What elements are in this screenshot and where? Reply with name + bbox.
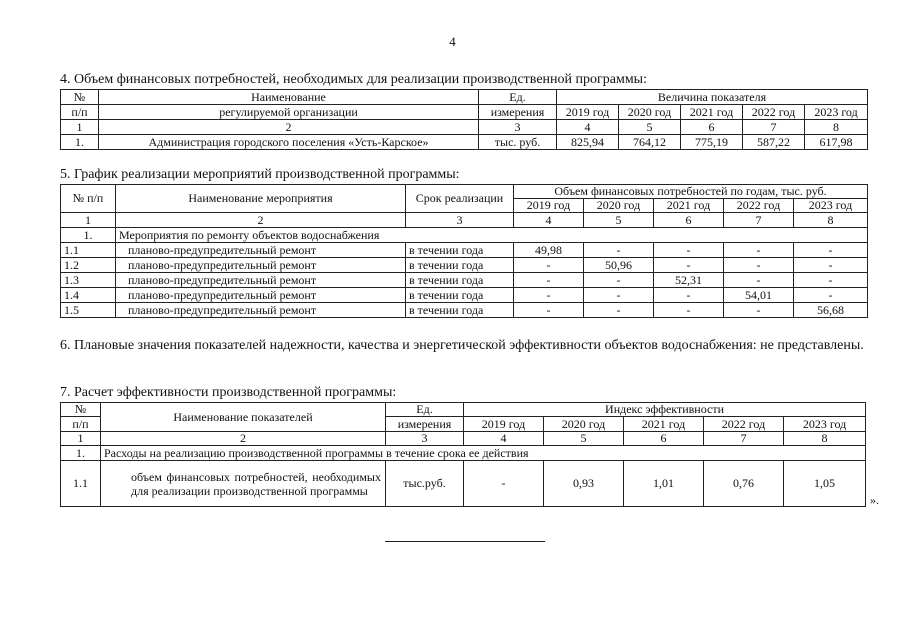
table-row bbox=[61, 273, 868, 288]
year-header: 2020 год bbox=[619, 105, 681, 120]
value-cell: - bbox=[654, 243, 724, 258]
row-num: 1. bbox=[61, 135, 99, 150]
year-header: 2021 год bbox=[681, 105, 743, 120]
header-name: Наименование мероприятия bbox=[116, 185, 406, 213]
row-num: 1.3 bbox=[61, 273, 116, 288]
value-cell: - bbox=[514, 303, 584, 318]
header-num: № bbox=[61, 403, 101, 417]
measure-name: планово-предупредительный ремонт bbox=[116, 303, 406, 318]
index-cell: 4 bbox=[557, 120, 619, 135]
value-cell: 1,01 bbox=[624, 461, 704, 507]
measure-term: в течении года bbox=[406, 243, 514, 258]
value-cell: 50,96 bbox=[584, 258, 654, 273]
year-header: 2022 год bbox=[743, 105, 805, 120]
section-7-heading: 7. Расчет эффективности производственной программы: bbox=[60, 385, 397, 400]
value-cell: - bbox=[514, 258, 584, 273]
row-num: 1.4 bbox=[61, 288, 116, 303]
table-row bbox=[61, 461, 866, 507]
index-cell: 7 bbox=[743, 120, 805, 135]
index-cell: 7 bbox=[724, 213, 794, 228]
org-name: Администрация городского поселения «Усть-Карское» bbox=[99, 135, 479, 150]
year-header: 2019 год bbox=[514, 199, 584, 213]
efficiency-table bbox=[60, 402, 866, 507]
header-value: Величина показателя bbox=[557, 90, 868, 105]
index-cell: 5 bbox=[544, 432, 624, 446]
header-num-2: п/п bbox=[61, 417, 101, 432]
header-num: № bbox=[61, 90, 99, 105]
row-unit: тыс. руб. bbox=[479, 135, 557, 150]
header-volume: Объем финансовых потребностей по годам, тыс. руб. bbox=[514, 185, 868, 199]
year-header: 2023 год bbox=[805, 105, 868, 120]
table-row bbox=[61, 243, 868, 258]
value-cell: - bbox=[514, 273, 584, 288]
indicator-name: объем финансовых потребностей, необходимых для реализации производственной программы bbox=[101, 461, 386, 507]
value-cell: - bbox=[794, 273, 868, 288]
row-num: 1. bbox=[61, 228, 116, 243]
value-cell: - bbox=[654, 303, 724, 318]
index-cell: 8 bbox=[805, 120, 868, 135]
measure-name: планово-предупредительный ремонт bbox=[116, 258, 406, 273]
value-cell: 775,19 bbox=[681, 135, 743, 150]
index-cell: 8 bbox=[784, 432, 866, 446]
value-cell: - bbox=[724, 258, 794, 273]
schedule-table bbox=[60, 184, 868, 318]
header-org-2: регулируемой организации bbox=[99, 105, 479, 120]
index-cell: 4 bbox=[464, 432, 544, 446]
value-cell: - bbox=[584, 303, 654, 318]
header-num: № п/п bbox=[61, 185, 116, 213]
closing-quote-mark: ». bbox=[870, 493, 879, 507]
column-index-row bbox=[61, 120, 868, 135]
value-cell: 56,68 bbox=[794, 303, 868, 318]
value-cell: - bbox=[514, 288, 584, 303]
year-header: 2023 год bbox=[794, 199, 868, 213]
value-cell: - bbox=[584, 273, 654, 288]
index-cell: 2 bbox=[99, 120, 479, 135]
header-unit: Ед. bbox=[479, 90, 557, 105]
index-cell: 5 bbox=[584, 213, 654, 228]
row-num: 1.1 bbox=[61, 461, 101, 507]
value-cell: - bbox=[794, 258, 868, 273]
value-cell: - bbox=[464, 461, 544, 507]
value-cell: - bbox=[724, 303, 794, 318]
value-cell: - bbox=[654, 258, 724, 273]
table-row bbox=[61, 288, 868, 303]
column-index-row bbox=[61, 432, 866, 446]
separator-line bbox=[385, 541, 545, 542]
page-number: 4 bbox=[449, 34, 456, 49]
header-unit: Ед. bbox=[386, 403, 464, 417]
header-num-2: п/п bbox=[61, 105, 99, 120]
group-name: Расходы на реализацию производственной программы в течение срока ее действия bbox=[101, 446, 866, 461]
year-header: 2022 год bbox=[704, 417, 784, 432]
value-cell: 764,12 bbox=[619, 135, 681, 150]
measure-name: планово-предупредительный ремонт bbox=[116, 243, 406, 258]
year-header: 2020 год bbox=[584, 199, 654, 213]
section-5-heading: 5. График реализации мероприятий производственной программы: bbox=[60, 167, 460, 182]
column-index-row bbox=[61, 213, 868, 228]
header-unit-2: измерения bbox=[386, 417, 464, 432]
value-cell: - bbox=[794, 243, 868, 258]
value-cell: - bbox=[584, 243, 654, 258]
measure-name: планово-предупредительный ремонт bbox=[116, 273, 406, 288]
row-num: 1. bbox=[61, 446, 101, 461]
value-cell: 52,31 bbox=[654, 273, 724, 288]
value-cell: - bbox=[724, 273, 794, 288]
value-cell: 0,76 bbox=[704, 461, 784, 507]
value-cell: 54,01 bbox=[724, 288, 794, 303]
value-cell: 587,22 bbox=[743, 135, 805, 150]
measure-term: в течении года bbox=[406, 273, 514, 288]
index-cell: 4 bbox=[514, 213, 584, 228]
index-cell: 3 bbox=[406, 213, 514, 228]
index-cell: 3 bbox=[386, 432, 464, 446]
index-cell: 6 bbox=[654, 213, 724, 228]
row-num: 1.1 bbox=[61, 243, 116, 258]
value-cell: 0,93 bbox=[544, 461, 624, 507]
value-cell: 1,05 bbox=[784, 461, 866, 507]
value-cell: 825,94 bbox=[557, 135, 619, 150]
index-cell: 5 bbox=[619, 120, 681, 135]
index-cell: 2 bbox=[116, 213, 406, 228]
year-header: 2021 год bbox=[624, 417, 704, 432]
row-num: 1.2 bbox=[61, 258, 116, 273]
value-cell: - bbox=[724, 243, 794, 258]
index-cell: 6 bbox=[624, 432, 704, 446]
financial-needs-table bbox=[60, 89, 868, 150]
year-header: 2019 год bbox=[464, 417, 544, 432]
value-cell: - bbox=[794, 288, 868, 303]
measure-name: планово-предупредительный ремонт bbox=[116, 288, 406, 303]
table-row bbox=[61, 258, 868, 273]
year-header: 2022 год bbox=[724, 199, 794, 213]
value-cell: - bbox=[584, 288, 654, 303]
header-unit-2: измерения bbox=[479, 105, 557, 120]
year-header: 2023 год bbox=[784, 417, 866, 432]
header-term: Срок реализации bbox=[406, 185, 514, 213]
header-org: Наименование bbox=[99, 90, 479, 105]
header-index: Индекс эффективности bbox=[464, 403, 866, 417]
table-row bbox=[61, 135, 868, 150]
header-name: Наименование показателей bbox=[101, 403, 386, 432]
value-cell: 617,98 bbox=[805, 135, 868, 150]
year-header: 2020 год bbox=[544, 417, 624, 432]
table-row bbox=[61, 303, 868, 318]
measure-term: в течении года bbox=[406, 303, 514, 318]
index-cell: 2 bbox=[101, 432, 386, 446]
index-cell: 1 bbox=[61, 432, 101, 446]
index-cell: 7 bbox=[704, 432, 784, 446]
index-cell: 6 bbox=[681, 120, 743, 135]
year-header: 2019 год bbox=[557, 105, 619, 120]
index-cell: 1 bbox=[61, 120, 99, 135]
value-cell: 49,98 bbox=[514, 243, 584, 258]
row-unit: тыс.руб. bbox=[386, 461, 464, 507]
index-cell: 1 bbox=[61, 213, 116, 228]
section-4-heading: 4. Объем финансовых потребностей, необходимых для реализации производственной программы: bbox=[60, 72, 647, 87]
measure-term: в течении года bbox=[406, 288, 514, 303]
row-num: 1.5 bbox=[61, 303, 116, 318]
value-cell: - bbox=[654, 288, 724, 303]
group-row bbox=[61, 228, 868, 243]
index-cell: 8 bbox=[794, 213, 868, 228]
index-cell: 3 bbox=[479, 120, 557, 135]
section-6-text: 6. Плановые значения показателей надежности, качества и энергетической эффективности объектов водоснабжения: не представлены. bbox=[60, 338, 864, 353]
group-name: Мероприятия по ремонту объектов водоснабжения bbox=[116, 228, 868, 243]
year-header: 2021 год bbox=[654, 199, 724, 213]
group-row bbox=[61, 446, 866, 461]
measure-term: в течении года bbox=[406, 258, 514, 273]
